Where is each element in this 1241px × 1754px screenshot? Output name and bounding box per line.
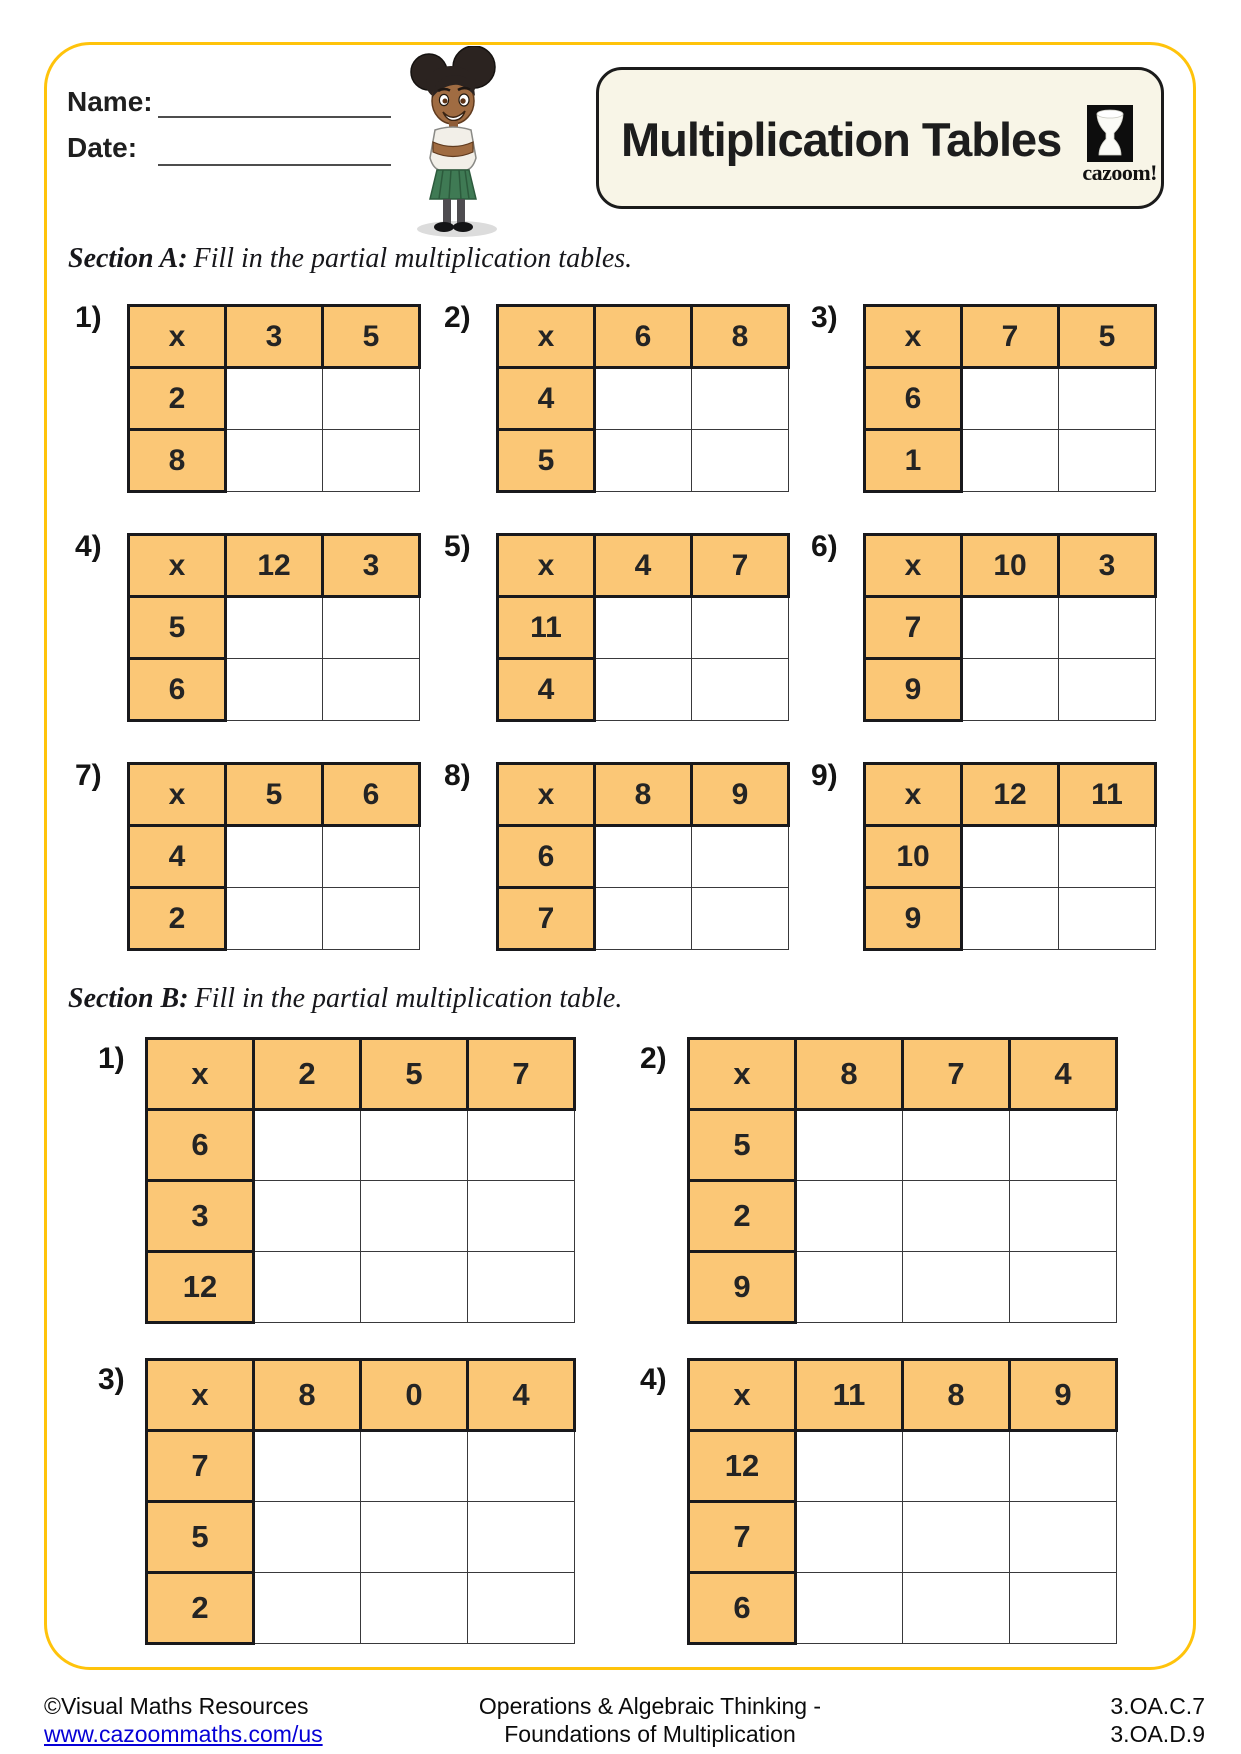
column-header-cell: 8 [254, 1360, 361, 1431]
answer-cell[interactable] [692, 888, 789, 950]
answer-cell[interactable] [1059, 888, 1156, 950]
column-header-cell: 5 [226, 764, 323, 826]
answer-cell[interactable] [1059, 659, 1156, 721]
column-header-cell: 3 [323, 535, 420, 597]
answer-cell[interactable] [361, 1181, 468, 1252]
section-b-instruction: Fill in the partial multiplication table. [194, 983, 623, 1014]
column-header-cell: 2 [254, 1039, 361, 1110]
answer-cell[interactable] [1010, 1431, 1117, 1502]
row-header-cell: 7 [689, 1502, 796, 1573]
multiplication-table [127, 762, 421, 951]
table-group [811, 301, 1157, 493]
answer-cell[interactable] [595, 430, 692, 492]
row-header-cell: 7 [147, 1431, 254, 1502]
answer-cell[interactable] [468, 1502, 575, 1573]
row-header-cell: 5 [129, 597, 226, 659]
column-header-cell: 9 [692, 764, 789, 826]
answer-cell[interactable] [903, 1181, 1010, 1252]
answer-cell[interactable] [595, 826, 692, 888]
skirt [430, 170, 476, 199]
multiplication-table [145, 1358, 576, 1645]
operator-cell: x [147, 1039, 254, 1110]
row-header-cell: 12 [689, 1431, 796, 1502]
table-number: 3) [98, 1363, 125, 1396]
operator-cell: x [865, 535, 962, 597]
column-header-cell: 8 [903, 1360, 1010, 1431]
answer-cell[interactable] [796, 1181, 903, 1252]
row-header-cell: 4 [498, 659, 595, 721]
answer-cell[interactable] [323, 826, 420, 888]
table-number: 1) [98, 1042, 125, 1075]
column-header-cell: 7 [903, 1039, 1010, 1110]
row-header-cell: 2 [129, 888, 226, 950]
column-header-cell: 5 [1059, 306, 1156, 368]
answer-cell[interactable] [361, 1502, 468, 1573]
table-group [640, 1358, 1118, 1645]
row-header-cell: 6 [498, 826, 595, 888]
multiplication-table [127, 304, 421, 493]
answer-cell[interactable] [226, 368, 323, 430]
column-header-cell: 7 [692, 535, 789, 597]
multiplication-table [496, 304, 790, 493]
answer-cell[interactable] [323, 659, 420, 721]
column-header-cell: 3 [226, 306, 323, 368]
answer-cell[interactable] [595, 659, 692, 721]
table-number: 4) [75, 530, 102, 563]
answer-cell[interactable] [323, 368, 420, 430]
answer-cell[interactable] [1059, 368, 1156, 430]
answer-cell[interactable] [595, 597, 692, 659]
answer-cell[interactable] [226, 430, 323, 492]
table-number: 2) [640, 1042, 667, 1075]
multiplication-table [145, 1037, 576, 1324]
row-header-cell: 6 [689, 1573, 796, 1644]
answer-cell[interactable] [323, 430, 420, 492]
answer-cell[interactable] [361, 1252, 468, 1323]
answer-cell[interactable] [903, 1252, 1010, 1323]
answer-cell[interactable] [468, 1431, 575, 1502]
row-header-cell: 9 [689, 1252, 796, 1323]
column-header-cell: 4 [468, 1360, 575, 1431]
answer-cell[interactable] [254, 1252, 361, 1323]
row-header-cell: 4 [498, 368, 595, 430]
section-b-heading [68, 983, 622, 1015]
answer-cell[interactable] [361, 1431, 468, 1502]
answer-cell[interactable] [254, 1181, 361, 1252]
answer-cell[interactable] [796, 1252, 903, 1323]
section-a-heading [68, 243, 632, 275]
answer-cell[interactable] [796, 1110, 903, 1181]
table-number: 1) [75, 301, 102, 334]
answer-cell[interactable] [1059, 430, 1156, 492]
answer-cell[interactable] [1010, 1252, 1117, 1323]
standard-code-2: 3.OA.D.9 [1110, 1721, 1205, 1747]
answer-cell[interactable] [692, 659, 789, 721]
table-number: 8) [444, 759, 471, 792]
column-header-cell: 12 [962, 764, 1059, 826]
column-header-cell: 5 [361, 1039, 468, 1110]
row-header-cell: 2 [689, 1181, 796, 1252]
column-header-cell: 6 [595, 306, 692, 368]
operator-cell: x [689, 1360, 796, 1431]
column-header-cell: 4 [595, 535, 692, 597]
table-number: 6) [811, 530, 838, 563]
table-group [444, 530, 790, 722]
djembe-drum-icon [1087, 105, 1133, 162]
multiplication-table [687, 1358, 1118, 1645]
column-header-cell: 6 [323, 764, 420, 826]
answer-cell[interactable] [254, 1573, 361, 1644]
row-header-cell: 5 [498, 430, 595, 492]
answer-cell[interactable] [692, 430, 789, 492]
section-b-label: Section B: [68, 983, 189, 1014]
row-header-cell: 9 [865, 888, 962, 950]
column-header-cell: 8 [796, 1039, 903, 1110]
title-box [596, 67, 1164, 209]
row-header-cell: 8 [129, 430, 226, 492]
table-group [98, 1358, 576, 1645]
topic-line2: Foundations of Multiplication [504, 1721, 796, 1747]
row-header-cell: 2 [129, 368, 226, 430]
answer-cell[interactable] [962, 659, 1059, 721]
column-header-cell: 4 [1010, 1039, 1117, 1110]
row-header-cell: 4 [129, 826, 226, 888]
row-header-cell: 7 [865, 597, 962, 659]
worksheet-title: Multiplication Tables [621, 113, 1062, 166]
answer-cell[interactable] [468, 1252, 575, 1323]
answer-cell[interactable] [254, 1502, 361, 1573]
answer-cell[interactable] [1059, 826, 1156, 888]
operator-cell: x [498, 764, 595, 826]
answer-cell[interactable] [1010, 1502, 1117, 1573]
table-number: 4) [640, 1363, 667, 1396]
table-group [75, 530, 421, 722]
name-label: Name: [67, 86, 153, 117]
table-group [811, 759, 1157, 951]
column-header-cell: 0 [361, 1360, 468, 1431]
row-header-cell: 5 [147, 1502, 254, 1573]
answer-cell[interactable] [1010, 1181, 1117, 1252]
operator-cell: x [865, 764, 962, 826]
multiplication-table [496, 533, 790, 722]
column-header-cell: 11 [1059, 764, 1156, 826]
operator-cell: x [129, 535, 226, 597]
table-group [444, 301, 790, 493]
answer-cell[interactable] [323, 597, 420, 659]
operator-cell: x [129, 306, 226, 368]
copyright-text: ©Visual Maths Resources [44, 1693, 309, 1719]
answer-cell[interactable] [796, 1431, 903, 1502]
answer-cell[interactable] [361, 1110, 468, 1181]
row-header-cell: 2 [147, 1573, 254, 1644]
operator-cell: x [498, 535, 595, 597]
section-a-instruction: Fill in the partial multiplication tables. [193, 243, 633, 274]
operator-cell: x [147, 1360, 254, 1431]
answer-cell[interactable] [1010, 1110, 1117, 1181]
column-header-cell: 11 [796, 1360, 903, 1431]
column-header-cell: 7 [962, 306, 1059, 368]
column-header-cell: 8 [692, 306, 789, 368]
column-header-cell: 8 [595, 764, 692, 826]
column-header-cell: 10 [962, 535, 1059, 597]
footer-right [1110, 1692, 1205, 1748]
student-mascot-illustration [403, 46, 505, 238]
answer-cell[interactable] [226, 659, 323, 721]
name-input-line[interactable] [158, 116, 391, 119]
answer-cell[interactable] [962, 368, 1059, 430]
table-group [75, 301, 421, 493]
row-header-cell: 3 [147, 1181, 254, 1252]
row-header-cell: 7 [498, 888, 595, 950]
table-group [75, 759, 421, 951]
multiplication-table [863, 762, 1157, 951]
row-header-cell: 6 [865, 368, 962, 430]
column-header-cell: 5 [323, 306, 420, 368]
operator-cell: x [689, 1039, 796, 1110]
standard-code-1: 3.OA.C.7 [1110, 1693, 1205, 1719]
date-label: Date: [67, 132, 138, 163]
answer-cell[interactable] [254, 1431, 361, 1502]
multiplication-table [496, 762, 790, 951]
column-header-cell: 3 [1059, 535, 1156, 597]
answer-cell[interactable] [254, 1110, 361, 1181]
answer-cell[interactable] [903, 1573, 1010, 1644]
row-header-cell: 6 [147, 1110, 254, 1181]
multiplication-table [863, 304, 1157, 493]
answer-cell[interactable] [468, 1573, 575, 1644]
answer-cell[interactable] [962, 888, 1059, 950]
multiplication-table [127, 533, 421, 722]
table-number: 5) [444, 530, 471, 563]
answer-cell[interactable] [1059, 597, 1156, 659]
answer-cell[interactable] [226, 888, 323, 950]
date-input-line[interactable] [158, 164, 391, 167]
column-header-cell: 9 [1010, 1360, 1117, 1431]
row-header-cell: 9 [865, 659, 962, 721]
footer-left [44, 1692, 323, 1748]
row-header-cell: 5 [689, 1110, 796, 1181]
answer-cell[interactable] [796, 1573, 903, 1644]
answer-cell[interactable] [226, 826, 323, 888]
website-link[interactable]: www.cazoommaths.com/us [44, 1721, 323, 1747]
table-number: 2) [444, 301, 471, 334]
answer-cell[interactable] [692, 826, 789, 888]
cazoom-logo-text: cazoom! [1082, 160, 1157, 185]
answer-cell[interactable] [468, 1181, 575, 1252]
row-header-cell: 1 [865, 430, 962, 492]
answer-cell[interactable] [323, 888, 420, 950]
answer-cell[interactable] [903, 1502, 1010, 1573]
column-header-cell: 12 [226, 535, 323, 597]
answer-cell[interactable] [962, 597, 1059, 659]
row-header-cell: 10 [865, 826, 962, 888]
topic-line1: Operations & Algebraic Thinking - [478, 1693, 822, 1719]
table-group [98, 1037, 576, 1324]
table-number: 3) [811, 301, 838, 334]
operator-cell: x [129, 764, 226, 826]
section-a-label: Section A: [68, 243, 188, 274]
answer-cell[interactable] [796, 1502, 903, 1573]
answer-cell[interactable] [468, 1110, 575, 1181]
answer-cell[interactable] [962, 826, 1059, 888]
multiplication-table [863, 533, 1157, 722]
table-group [444, 759, 790, 951]
answer-cell[interactable] [692, 597, 789, 659]
answer-cell[interactable] [595, 368, 692, 430]
multiplication-table [687, 1037, 1118, 1324]
answer-cell[interactable] [595, 888, 692, 950]
row-header-cell: 12 [147, 1252, 254, 1323]
table-number: 7) [75, 759, 102, 792]
answer-cell[interactable] [361, 1573, 468, 1644]
operator-cell: x [865, 306, 962, 368]
answer-cell[interactable] [903, 1431, 1010, 1502]
column-header-cell: 7 [468, 1039, 575, 1110]
answer-cell[interactable] [962, 430, 1059, 492]
answer-cell[interactable] [226, 597, 323, 659]
row-header-cell: 6 [129, 659, 226, 721]
table-number: 9) [811, 759, 838, 792]
table-group [640, 1037, 1118, 1324]
footer-center [300, 1692, 1000, 1748]
answer-cell[interactable] [1010, 1573, 1117, 1644]
table-group [811, 530, 1157, 722]
row-header-cell: 11 [498, 597, 595, 659]
operator-cell: x [498, 306, 595, 368]
answer-cell[interactable] [903, 1110, 1010, 1181]
answer-cell[interactable] [692, 368, 789, 430]
